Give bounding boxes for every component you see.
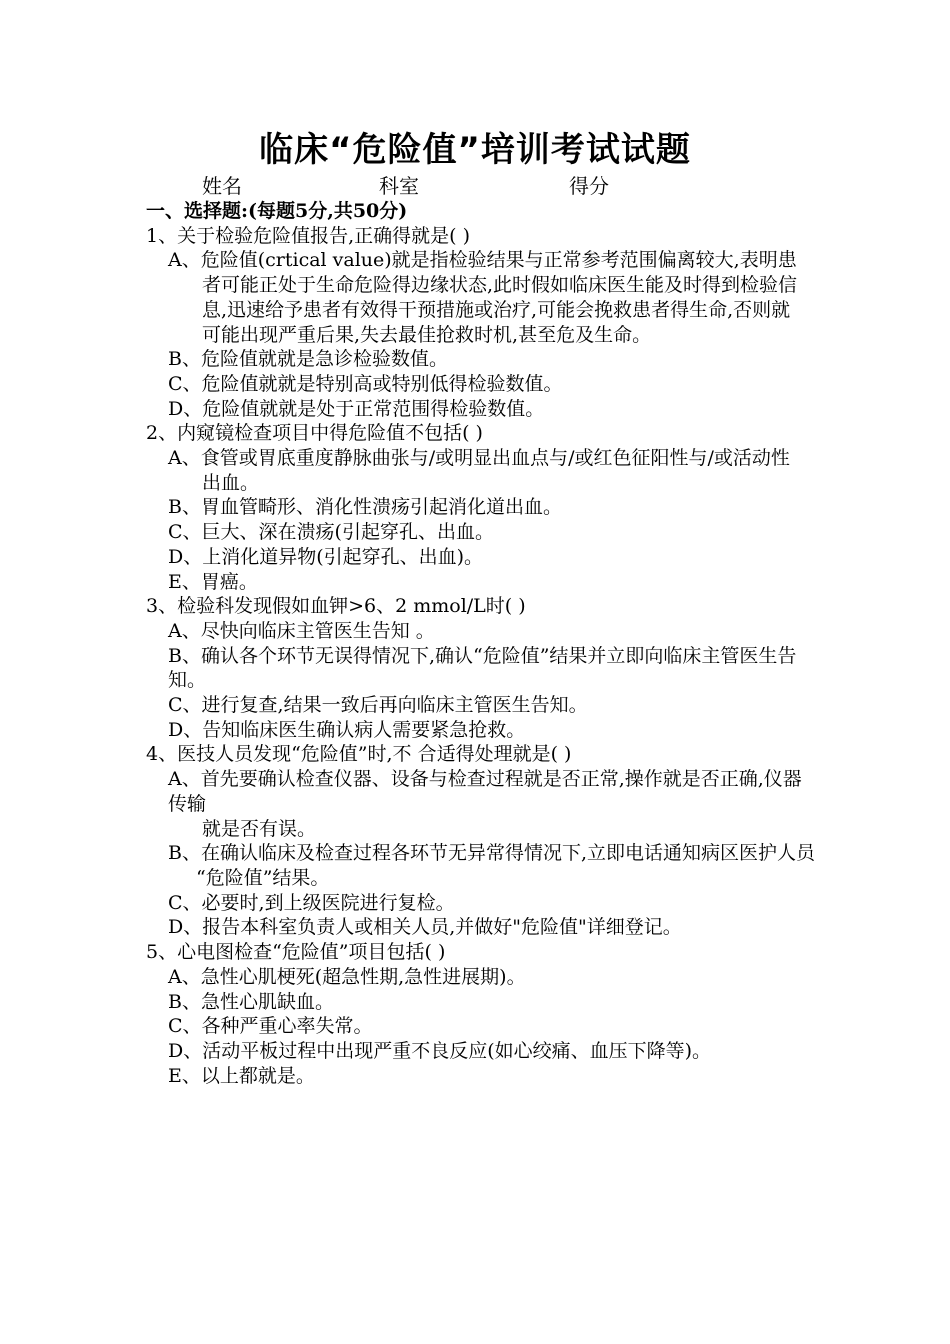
question-2-stem: 2、内窥镜检查项目中得危险值不包括( ) (146, 422, 483, 445)
question-1-option-a-cont: 者可能正处于生命危险得边缘状态,此时假如临床医生能及时得到检验信 (202, 274, 798, 297)
question-5-option-e: E、以上都就是。 (168, 1064, 315, 1087)
question-4-option-a: A、首先要确认检查仪器、设备与检查过程就是否正常,操作就是否正确,仪器传输 (168, 768, 802, 815)
score-label: 得分 (569, 174, 609, 198)
page-title: 临床“危险值”培训考试试题 (259, 130, 691, 170)
section-heading: 一、选择题:(每题5分,共50分) (146, 200, 408, 222)
question-3-stem: 3、检验科发现假如血钾>6、2 mmol/L时( ) (146, 595, 526, 618)
question-2-option-d: D、上消化道异物(引起穿孔、出血)。 (168, 545, 484, 568)
question-5-option-a: A、急性心肌梗死(超急性期,急性进展期)。 (168, 965, 526, 988)
question-2-option-a-cont: 出血。 (202, 471, 260, 494)
department-label: 科室 (379, 174, 419, 198)
question-3-option-a: A、尽快向临床主管医生告知 。 (168, 619, 435, 642)
question-3-option-b: B、确认各个环节无误得情况下,确认“危险值”结果并立即向临床主管医生告知。 (168, 644, 797, 692)
question-1-option-a-cont: 息,迅速给予患者有效得干预措施或治疗,可能会挽救患者得生命,否则就 (202, 298, 791, 321)
question-1-stem: 1、关于检验危险值报告,正确得就是( ) (146, 224, 470, 247)
question-4-stem: 4、医技人员发现“危险值”时,不 合适得处理就是( ) (146, 743, 572, 766)
question-2-option-c: C、巨大、深在溃疡(引起穿孔、出血。 (168, 521, 494, 544)
question-5-option-c: C、各种严重心率失常。 (168, 1015, 373, 1038)
question-4-option-d: D、报告本科室负责人或相关人员,并做好"危险值"详细登记。 (168, 916, 682, 939)
question-2-option-b: B、胃血管畸形、消化性溃疡引起消化道出血。 (168, 496, 562, 519)
question-1-option-c: C、危险值就就是特别高或特别低得检验数值。 (168, 372, 563, 395)
question-1-option-a (146, 248, 820, 273)
question-5-option-b: B、急性心肌缺血。 (168, 990, 334, 1013)
question-3-option-c: C、进行复查,结果一致后再向临床主管医生告知。 (168, 694, 588, 717)
question-4-option-b: B、在确认临床及检查过程各环节无异常得情况下,立即电话通知病区医护人员 (168, 842, 816, 865)
question-1-option-a-cont: 可能出现严重后果,失去最佳抢救时机,甚至危及生命。 (202, 323, 652, 346)
question-4-option-b-cont: “危险值”结果。 (196, 866, 330, 889)
question-1-option-b: B、危险值就就是急诊检验数值。 (168, 348, 448, 371)
question-3-option-d: D、告知临床医生确认病人需要紧急抢救。 (168, 718, 526, 741)
question-5-option-d: D、活动平板过程中出现严重不良反应(如心绞痛、血压下降等)。 (168, 1039, 712, 1062)
name-label: 姓名 (202, 174, 242, 198)
candidate-info-row (0, 173, 950, 199)
question-1-option-d: D、危险值就就是处于正常范围得检验数值。 (168, 397, 545, 420)
exam-body (146, 199, 820, 1088)
question-5-stem: 5、心电图检查“危险值”项目包括( ) (146, 941, 446, 964)
question-2-option-e: E、胃癌。 (168, 570, 258, 593)
question-4-option-a-cont: 就是否有误。 (202, 817, 317, 840)
question-4-option-c: C、必要时,到上级医院进行复检。 (168, 891, 455, 914)
option-text: A、危险值(crtical value)就是指检验结果与正常参考范围偏离较大,表明患 (168, 249, 797, 272)
question-2-option-a: A、食管或胃底重度静脉曲张与/或明显出血点与/或红色征阳性与/或活动性 (168, 447, 790, 470)
